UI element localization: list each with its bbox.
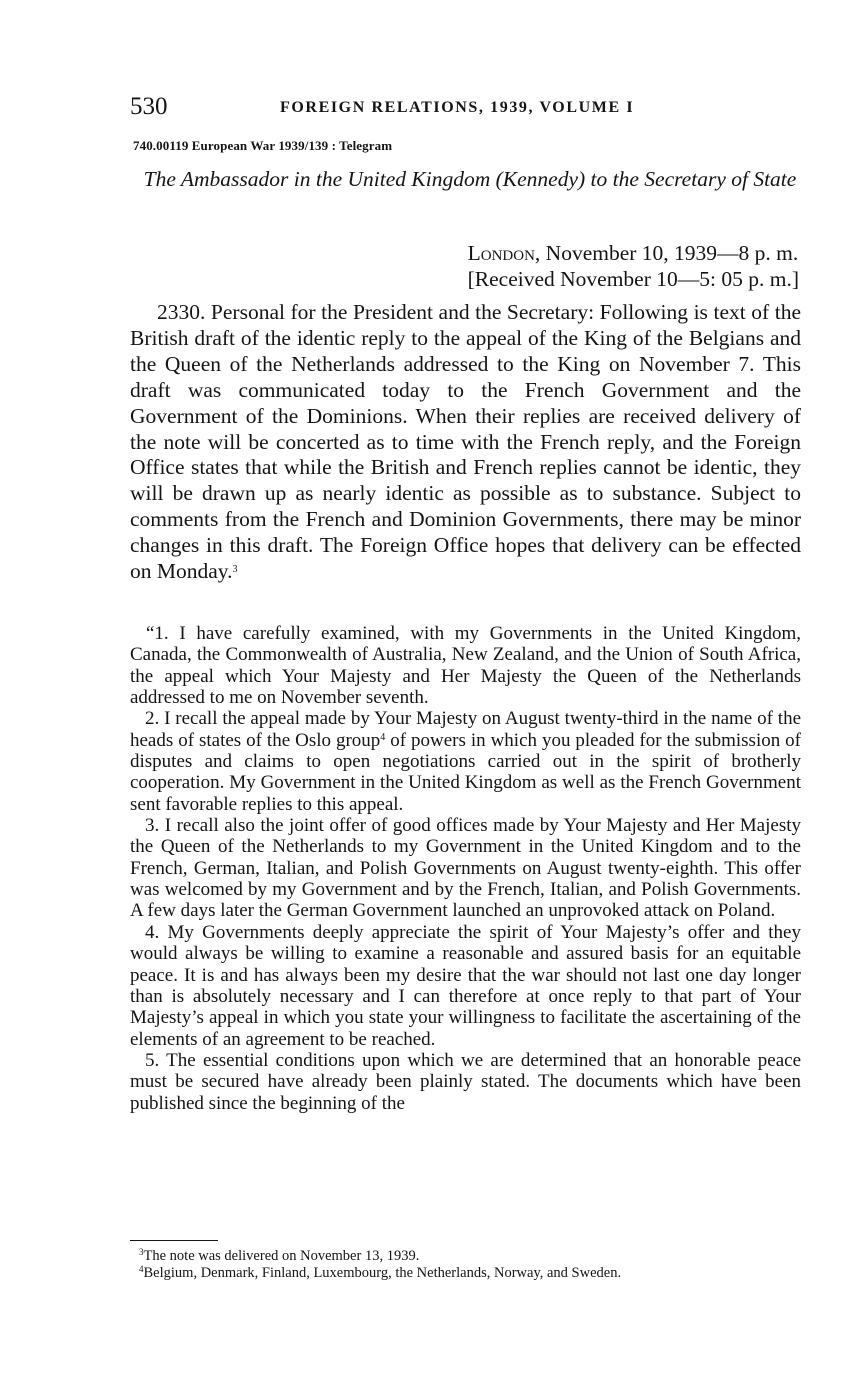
draft-paragraph-2-start: 2. I recall the appeal made by Your Majesty on August twenty-third in the name of the heads of states of the Oslo group: [130, 708, 801, 751]
file-reference: 740.00119 European War 1939/139 : Telegram: [133, 138, 393, 153]
draft-reply: [130, 623, 801, 1114]
draft-paragraph-5: 5. The essential conditions upon which we are determined that an honorable peace must be secured have already been plainly stated. The documents which have been published since the beginning of the: [130, 1049, 801, 1114]
dateline-received: [Received November 10—5: 05 p. m.]: [467, 267, 799, 291]
draft-paragraph-2: [130, 708, 801, 815]
document-title: The Ambassador in the United Kingdom (Kennedy) to the Secretary of State: [143, 167, 797, 191]
footnote-4: [130, 1265, 797, 1282]
draft-paragraph-2-end: of powers in which you pleaded for the submission of disputes and claims to open negotiations carried out in the spirit of brotherly cooperation. My Government in the United Kingdom as well as the French Government sent favorable replies to this appeal.: [130, 729, 801, 815]
footnote-divider: [130, 1240, 218, 1241]
draft-paragraph-4: 4. My Governments deeply appreciate the spirit of Your Majesty’s offer and they would always be willing to examine a reasonable and assured basis for an equitable peace. It is and has always been my desire that the war should not last one day longer than is absolutely necessary and I can therefore at once reply to that part of Your Majesty’s appeal in which you state your willingness to facilitate the ascertaining of the elements of an agreement to be reached.: [130, 921, 801, 1050]
draft-paragraph-3: 3. I recall also the joint offer of good offices made by Your Majesty and Her Majesty the Queen of the Netherlands to my Government in the United Kingdom and to the French, German, Italian, and Polish Governments on August twenty-eighth. This offer was welcomed by my Government and by the French, Italian, and Polish Governments. A few days later the German Government launched an unprovoked attack on Poland.: [130, 815, 801, 922]
draft-paragraph-1: “1. I have carefully examined, with my Governments in the United Kingdom, Canada, the Commonwealth of Australia, New Zealand, and the Union of South Africa, the appeal which Your Majesty and Her Majesty the Queen of the Netherlands addressed to me on November seventh.: [130, 623, 801, 709]
footnote-mark: 4: [380, 731, 386, 743]
running-head: [130, 93, 800, 123]
dateline: [468, 240, 799, 293]
dateline-date: , November 10, 1939—8 p. m.: [534, 241, 799, 265]
footnote-3: [130, 1248, 797, 1265]
telegram-text-body: 2330. Personal for the President and the Secretary: Following is text of the British draft of the identic reply to the appeal of the King of the Belgians and the Queen of the Netherlands addressed to the King on November 7. This draft was communicated today to the French Government and the Government of the Dominions. When their replies are received delivery of the note will be concerted as to time with the French reply, and the Foreign Office states that while the British and French replies cannot be identic, they will be drawn up as nearly identic as possible as to substance. Subject to comments from the French and Dominion Governments, there may be minor changes in this draft. The Foreign Office hopes that delivery can be effected on Monday.: [130, 300, 801, 584]
footnote-mark: 3: [232, 564, 238, 576]
dateline-place: London: [467, 241, 535, 265]
running-title: FOREIGN RELATIONS, 1939, VOLUME I: [280, 99, 635, 116]
telegram-text: [130, 300, 801, 585]
footnote-3-text: The note was delivered on November 13, 1939.: [143, 1248, 420, 1264]
footnotes: [130, 1248, 797, 1282]
footnote-4-mark: 4: [139, 1264, 144, 1274]
footnote-4-text: Belgium, Denmark, Finland, Luxembourg, the Netherlands, Norway, and Sweden.: [143, 1265, 622, 1281]
footnote-3-mark: 3: [139, 1247, 144, 1257]
page-number: 530: [130, 93, 168, 120]
